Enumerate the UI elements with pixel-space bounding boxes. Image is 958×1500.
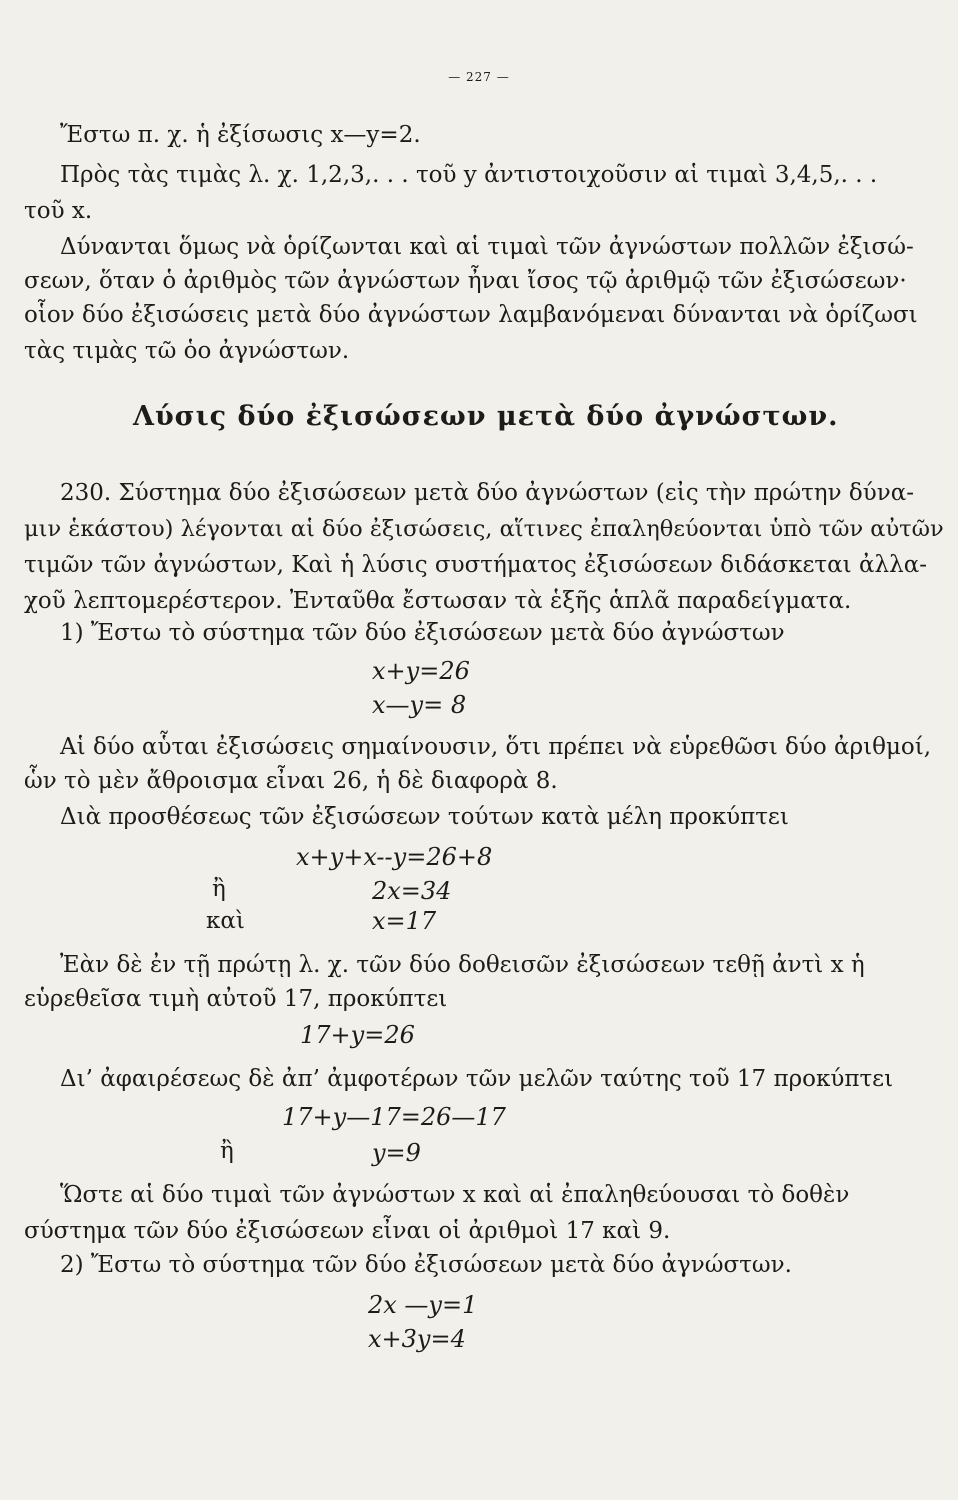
equation: 17+y=26: [300, 1021, 415, 1049]
text-line: Πρὸς τὰς τιμὰς λ. χ. 1,2,3,. . . τοῦ y ἀντιστοιχοῦσιν αἱ τιμαὶ 3,4,5,. . .: [60, 162, 878, 188]
conjunction-or: ἢ: [220, 1138, 234, 1164]
equation: x=17: [372, 907, 437, 935]
page-number: — 227 —: [448, 70, 510, 84]
text-line: Διὰ προσθέσεως τῶν ἐξισώσεων τούτων κατὰ μέλη προκύπτει: [60, 804, 789, 830]
equation: x+y+x--y=26+8: [296, 843, 493, 871]
text-line: 230. Σύστημα δύο ἐξισώσεων μετὰ δύο ἀγνώστων (εἰς τὴν πρώτην δύνα-: [60, 480, 914, 506]
equation: x+y=26: [372, 657, 470, 685]
text-line: Ἐὰν δὲ ἐν τῇ πρώτῃ λ. χ. τῶν δύο δοθεισῶν ἐξισώσεων τεθῇ ἀντὶ x ἡ: [60, 952, 865, 978]
text-line: μιν ἑκάστου) λέγονται αἱ δύο ἐξισώσεις, αἵτινες ἐπαληθεύονται ὑπὸ τῶν αὐτῶν: [24, 516, 944, 542]
text-line: σύστημα τῶν δύο ἐξισώσεων εἶναι οἱ ἀριθμοὶ 17 καὶ 9.: [24, 1218, 671, 1244]
text-line: τιμῶν τῶν ἀγνώστων, Καὶ ἡ λύσις συστήματος ἐξισώσεων διδάσκεται ἀλλα-: [24, 552, 927, 578]
text-line: τοῦ x.: [24, 198, 93, 224]
equation: y=9: [372, 1139, 421, 1167]
text-line: ὧν τὸ μὲν ἄθροισμα εἶναι 26, ἡ δὲ διαφορὰ 8.: [24, 768, 558, 794]
conjunction-and: καὶ: [206, 908, 245, 934]
text-line: χοῦ λεπτομερέστερον. Ἐνταῦθα ἔστωσαν τὰ ἑξῆς ἁπλᾶ παραδείγματα.: [24, 588, 852, 614]
text-line: εὑρεθεῖσα τιμὴ αὐτοῦ 17, προκύπτει: [24, 986, 448, 1012]
equation: 2x —y=1: [368, 1291, 478, 1319]
text-line: 1) Ἔστω τὸ σύστημα τῶν δύο ἐξισώσεων μετὰ δύο ἀγνώστων: [60, 620, 785, 646]
equation: 2x=34: [372, 877, 452, 905]
text-line: σεων, ὅταν ὁ ἀριθμὸς τῶν ἀγνώστων ἦναι ἴσος τῷ ἀριθμῷ τῶν ἐξισώσεων·: [24, 268, 907, 294]
text-line: Αἱ δύο αὗται ἐξισώσεις σημαίνουσιν, ὅτι πρέπει νὰ εὑρεθῶσι δύο ἀριθμοί,: [60, 734, 932, 760]
text-line: Δύνανται ὅμως νὰ ὁρίζωνται καὶ αἱ τιμαὶ τῶν ἀγνώστων πολλῶν ἐξισώ-: [60, 234, 914, 260]
text-line: 2) Ἔστω τὸ σύστημα τῶν δύο ἐξισώσεων μετὰ δύο ἀγνώστων.: [60, 1252, 792, 1278]
text-line: Ὥστε αἱ δύο τιμαὶ τῶν ἀγνώστων x καὶ αἱ ἐπαληθεύουσαι τὸ δοθὲν: [60, 1182, 850, 1208]
equation: 17+y—17=26—17: [282, 1103, 506, 1131]
text-line: Δι’ ἀφαιρέσεως δὲ ἀπ’ ἀμφοτέρων τῶν μελῶν ταύτης τοῦ 17 προκύπτει: [60, 1066, 894, 1092]
text-line: τὰς τιμὰς τῶ ὁο ἀγνώστων.: [24, 338, 350, 364]
text-line: οἷον δύο ἐξισώσεις μετὰ δύο ἀγνώστων λαμβανόμεναι δύνανται νὰ ὁρίζωσι: [24, 302, 918, 328]
section-heading: Λύσις δύο ἐξισώσεων μετὰ δύο ἀγνώστων.: [133, 401, 839, 432]
equation: x—y= 8: [372, 691, 467, 719]
conjunction-or: ἢ: [212, 876, 226, 902]
text-line: Ἔστω π. χ. ἡ ἐξίσωσις x—y=2.: [60, 122, 421, 148]
equation: x+3y=4: [368, 1325, 466, 1353]
